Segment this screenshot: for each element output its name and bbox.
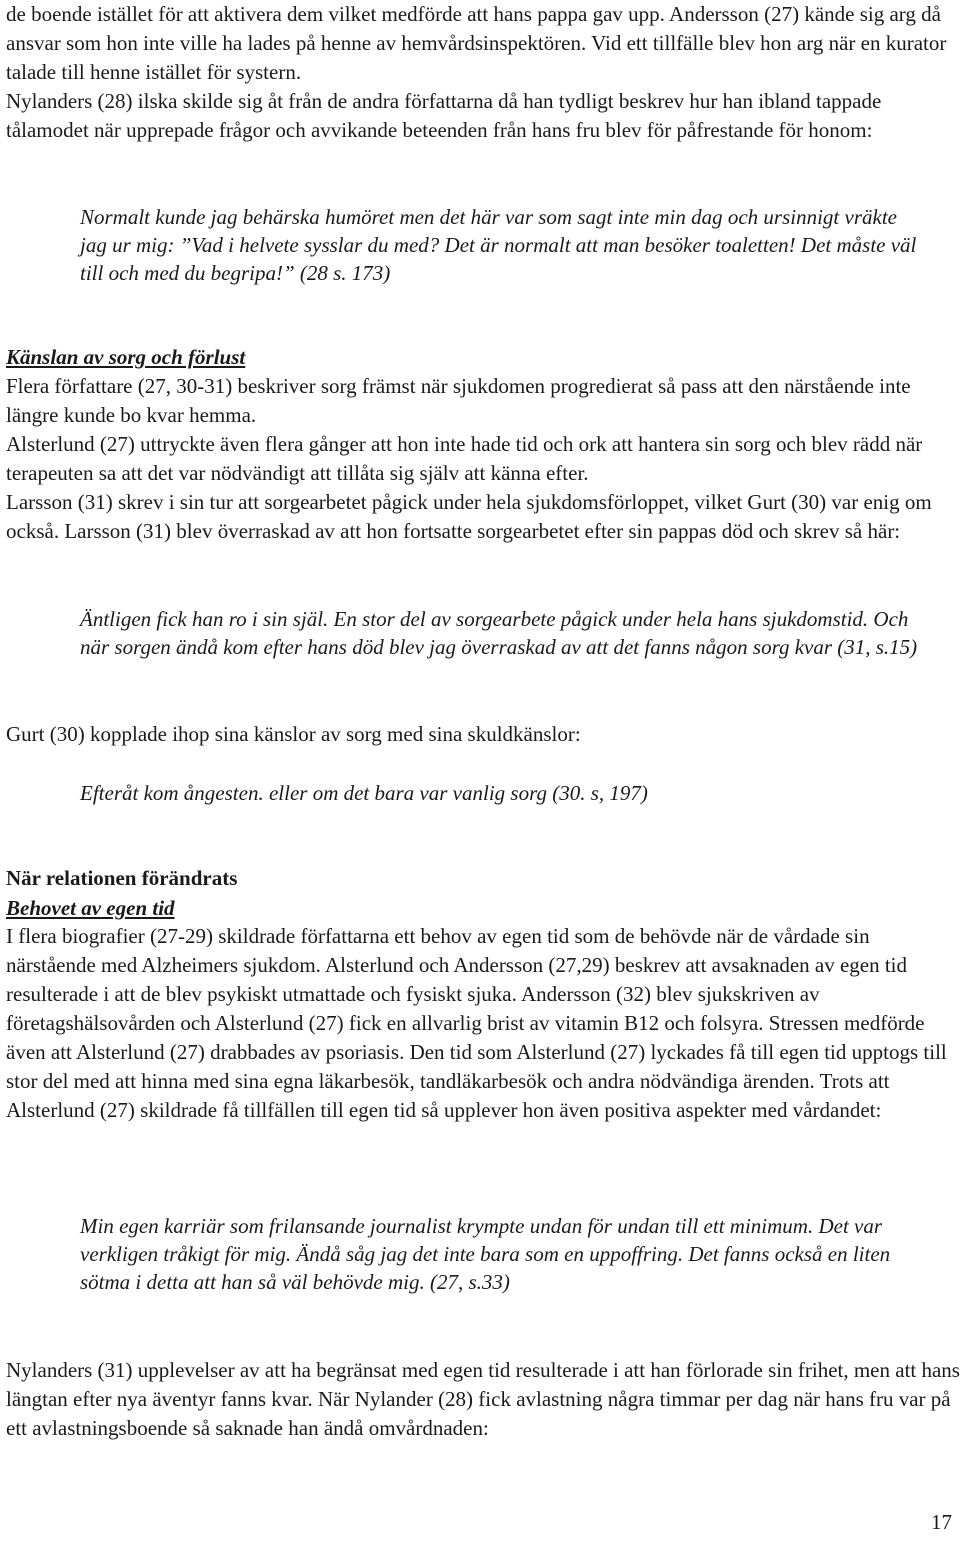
- section-heading-sorg: Känslan av sorg och förlust: [6, 345, 246, 369]
- quote-1: Normalt kunde jag behärska humöret men det här var som sagt inte min dag och ursinnigt vräkte jag ur mig: ”Vad i helvete sysslar du med? Det är normalt att man besöker toaletten! Det måste väl till och med du begripa!” (28 s. 173): [80, 205, 917, 285]
- section-heading-relation: När relationen förändrats: [6, 866, 238, 890]
- quote-2: Äntligen fick han ro i sin själ. En stor del av sorgearbete pågick under hela hans sjukdomstid. Och när sorgen ändå kom efter hans död blev jag överraskad av att det fanns någon sorg kvar (31, s.15): [80, 607, 918, 659]
- paragraph-1: de boende istället för att aktivera dem vilket medförde att hans pappa gav upp. Andersson (27) kände sig arg då ansvar som hon inte ville ha lades på henne av hemvårdsinspektören. Vid ett tillfälle blev hon arg när en kurator talade till henne istället för systern.: [6, 2, 947, 84]
- quote-3: Efteråt kom ångesten. eller om det bara var vanlig sorg (30. s, 197): [80, 781, 648, 805]
- subsection-heading-egen-tid: Behovet av egen tid: [6, 896, 175, 920]
- page-number: 17: [931, 1510, 952, 1534]
- paragraph-4: Alsterlund (27) uttryckte även flera gånger att hon inte hade tid och ork att hantera sin sorg och blev rädd när terapeuten sa att det var nödvändigt att tillåta sig själv att känna efter.: [6, 432, 923, 485]
- paragraph-5: Larsson (31) skrev i sin tur att sorgearbetet pågick under hela sjukdomsförloppet, vilket Gurt (30) var enig om också. Larsson (31) blev överraskad av att hon fortsatte sorgearbetet efter sin pappas död och skrev så här:: [6, 490, 932, 543]
- paragraph-8: Nylanders (31) upplevelser av att ha begränsat med egen tid resulterade i att han förlorade sin frihet, men att hans längtan efter nya äventyr fanns kvar. När Nylander (28) fick avlastning några timmar per dag när hans fru var på ett avlastningsboende så saknade han ändå omvårdnaden:: [6, 1358, 960, 1440]
- paragraph-2: Nylanders (28) ilska skilde sig åt från de andra författarna då han tydligt beskrev hur han ibland tappade tålamodet när upprepade frågor och avvikande beteenden från hans fru blev för påfrestande för honom:: [6, 89, 882, 142]
- paragraph-3: Flera författare (27, 30-31) beskriver sorg främst när sjukdomen progredierat så pass att den närstående inte längre kunde bo kvar hemma.: [6, 374, 911, 427]
- paragraph-6: Gurt (30) kopplade ihop sina känslor av sorg med sina skuldkänslor:: [6, 722, 581, 746]
- quote-4: Min egen karriär som frilansande journalist krympte undan för undan till ett minimum. Det var verkligen tråkigt för mig. Ändå såg jag det inte bara som en uppoffring. Det fanns också en liten sötma i detta att han så väl behövde mig. (27, s.33): [80, 1214, 891, 1294]
- paragraph-7: I flera biografier (27-29) skildrade författarna ett behov av egen tid som de behövde när de vårdade sin närstående med Alzheimers sjukdom. Alsterlund och Andersson (27,29) beskrev att avsaknaden av egen tid resulterade i att de blev psykiskt utmattade och fysiskt sjuka. Andersson (32) blev sjukskriven av företagshälsovården och Alsterlund (27) fick en allvarlig brist av vitamin B12 och folsyra. Stressen medförde även att Alsterlund (27) drabbades av psoriasis. Den tid som Alsterlund (27) lyckades få till egen tid upptogs till stor del med att hinna med sina egna läkarbesök, tandläkarbesök och andra nödvändiga ärenden. Trots att Alsterlund (27) skildrade få tillfällen till egen tid så upplever hon även positiva aspekter med vårdandet:: [6, 924, 947, 1122]
